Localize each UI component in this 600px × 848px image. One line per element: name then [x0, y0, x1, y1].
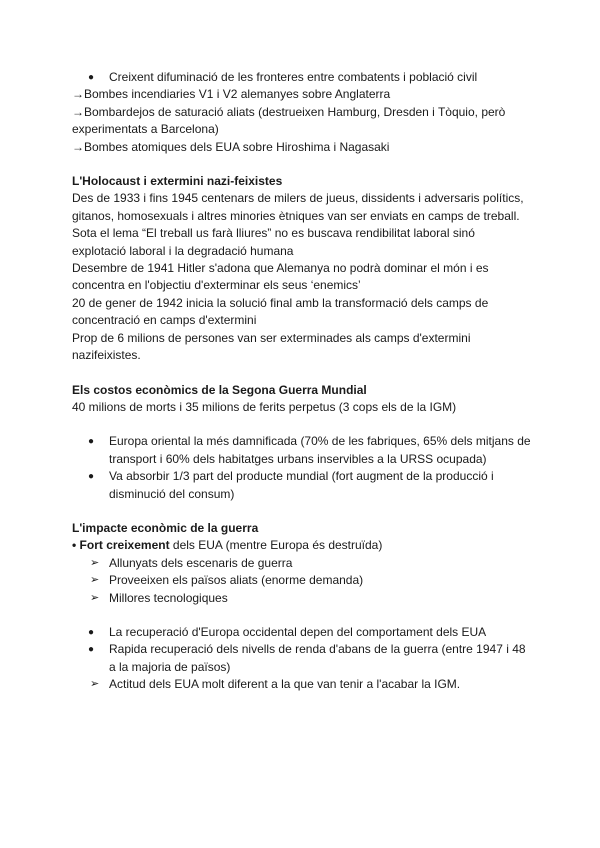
list-item-text: Millores tecnologiques [109, 590, 228, 605]
bullet-icon: ● [88, 72, 95, 83]
list-item [72, 572, 532, 589]
list-item-text: Actitud dels EUA molt diferent a la que van tenir a l'acabar la IGM. [109, 677, 461, 692]
arrow-line-atomic-bombs: →Bombes atomiques dels EUA sobre Hiroshima i Nagasaki [72, 139, 390, 154]
list-item-text: Proveeixen els països aliats (enorme demanda) [109, 573, 364, 588]
arrow-line-v1-v2: →Bombes incendiaries V1 i V2 alemanyes sobre Anglaterra [72, 87, 391, 102]
list-item-text: Creixent difuminació de les fronteres entre combatents i població civil [109, 70, 478, 84]
arrow-bullet-icon: ➢ [90, 574, 100, 587]
impact-lead-line [72, 537, 532, 554]
list-item [72, 624, 532, 641]
bullet-icon: ● [88, 471, 95, 483]
lead-rest-text: dels EUA (mentre Europa és destruïda) [169, 538, 383, 553]
impact-arrow-list [72, 555, 532, 607]
top-bullet-list [72, 69, 532, 86]
costs-bullet-list [72, 433, 532, 503]
list-item-text: Europa oriental la més damnificada (70% de les fabriques, 65% dels mitjans de transport i 60% dels habitatges urbans inservibles a la URSS ocupada) [109, 434, 531, 466]
list-item [72, 641, 532, 676]
lead-bullet: • [72, 538, 77, 553]
list-item-text: La recuperació d'Europa occidental depen del comportament dels EUA [109, 624, 487, 639]
list-item-text: Va absorbir 1/3 part del producte mundial (fort augment de la producció i disminució del consum) [109, 469, 494, 501]
document-body [72, 69, 532, 694]
holocaust-paragraph-2: Sota el lema “El treball us farà lliures” no es buscava rendibilitat laboral sinó explotació laboral i la degradació humana [72, 226, 475, 258]
lead-bold-text: Fort creixement [79, 538, 170, 553]
heading-economic-costs: Els costos econòmics de la Segona Guerra Mundial [72, 382, 367, 397]
holocaust-paragraph-4: 20 de gener de 1942 inicia la solució final amb la transformació dels camps de concentració en camps d'extermini [72, 295, 489, 328]
bullet-icon: ● [88, 644, 95, 656]
arrow-bullet-icon: ➢ [90, 678, 100, 691]
list-item-text: Rapida recuperació dels nivells de renda d'abans de la guerra (entre 1947 i 48 a la majoria de països) [109, 642, 526, 674]
list-item [72, 590, 532, 607]
list-item [72, 69, 532, 86]
arrow-bullet-icon: ➢ [90, 591, 100, 604]
holocaust-paragraph-5: Prop de 6 milions de persones van ser exterminades als camps d'extermini nazifeixistes. [72, 330, 471, 363]
costs-paragraph-1: 40 milions de morts i 35 milions de ferits perpetus (3 cops els de la IGM) [72, 399, 457, 414]
impact-bullet-list [72, 624, 532, 694]
list-item [72, 676, 532, 693]
holocaust-paragraph-1: Des de 1933 i fins 1945 centenars de milers de jueus, dissidents i adversaris polítics, gitanos, homosexuals i altres minories ètniques van ser enviats en camps de treball. [72, 191, 524, 223]
bullet-icon: ● [88, 436, 95, 448]
list-item [72, 468, 532, 503]
list-item [72, 555, 532, 572]
list-item [72, 433, 532, 468]
heading-holocaust: L'Holocaust i extermini nazi-feixistes [72, 174, 283, 189]
arrow-line-saturation-bombing: →Bombardejos de saturació aliats (destrueixen Hamburg, Dresden i Tòquio, però experimentats a Barcelona) [72, 104, 506, 137]
bullet-icon: ● [88, 626, 95, 638]
holocaust-paragraph-3: Desembre de 1941 Hitler s'adona que Alemanya no podrà dominar el món i es concentra en l'objectiu d'exterminar els seus ‘enemics’ [72, 261, 489, 293]
heading-economic-impact: L'impacte econòmic de la guerra [72, 520, 259, 535]
list-item-text: Allunyats dels escenaris de guerra [109, 555, 293, 570]
arrow-bullet-icon: ➢ [90, 556, 100, 569]
